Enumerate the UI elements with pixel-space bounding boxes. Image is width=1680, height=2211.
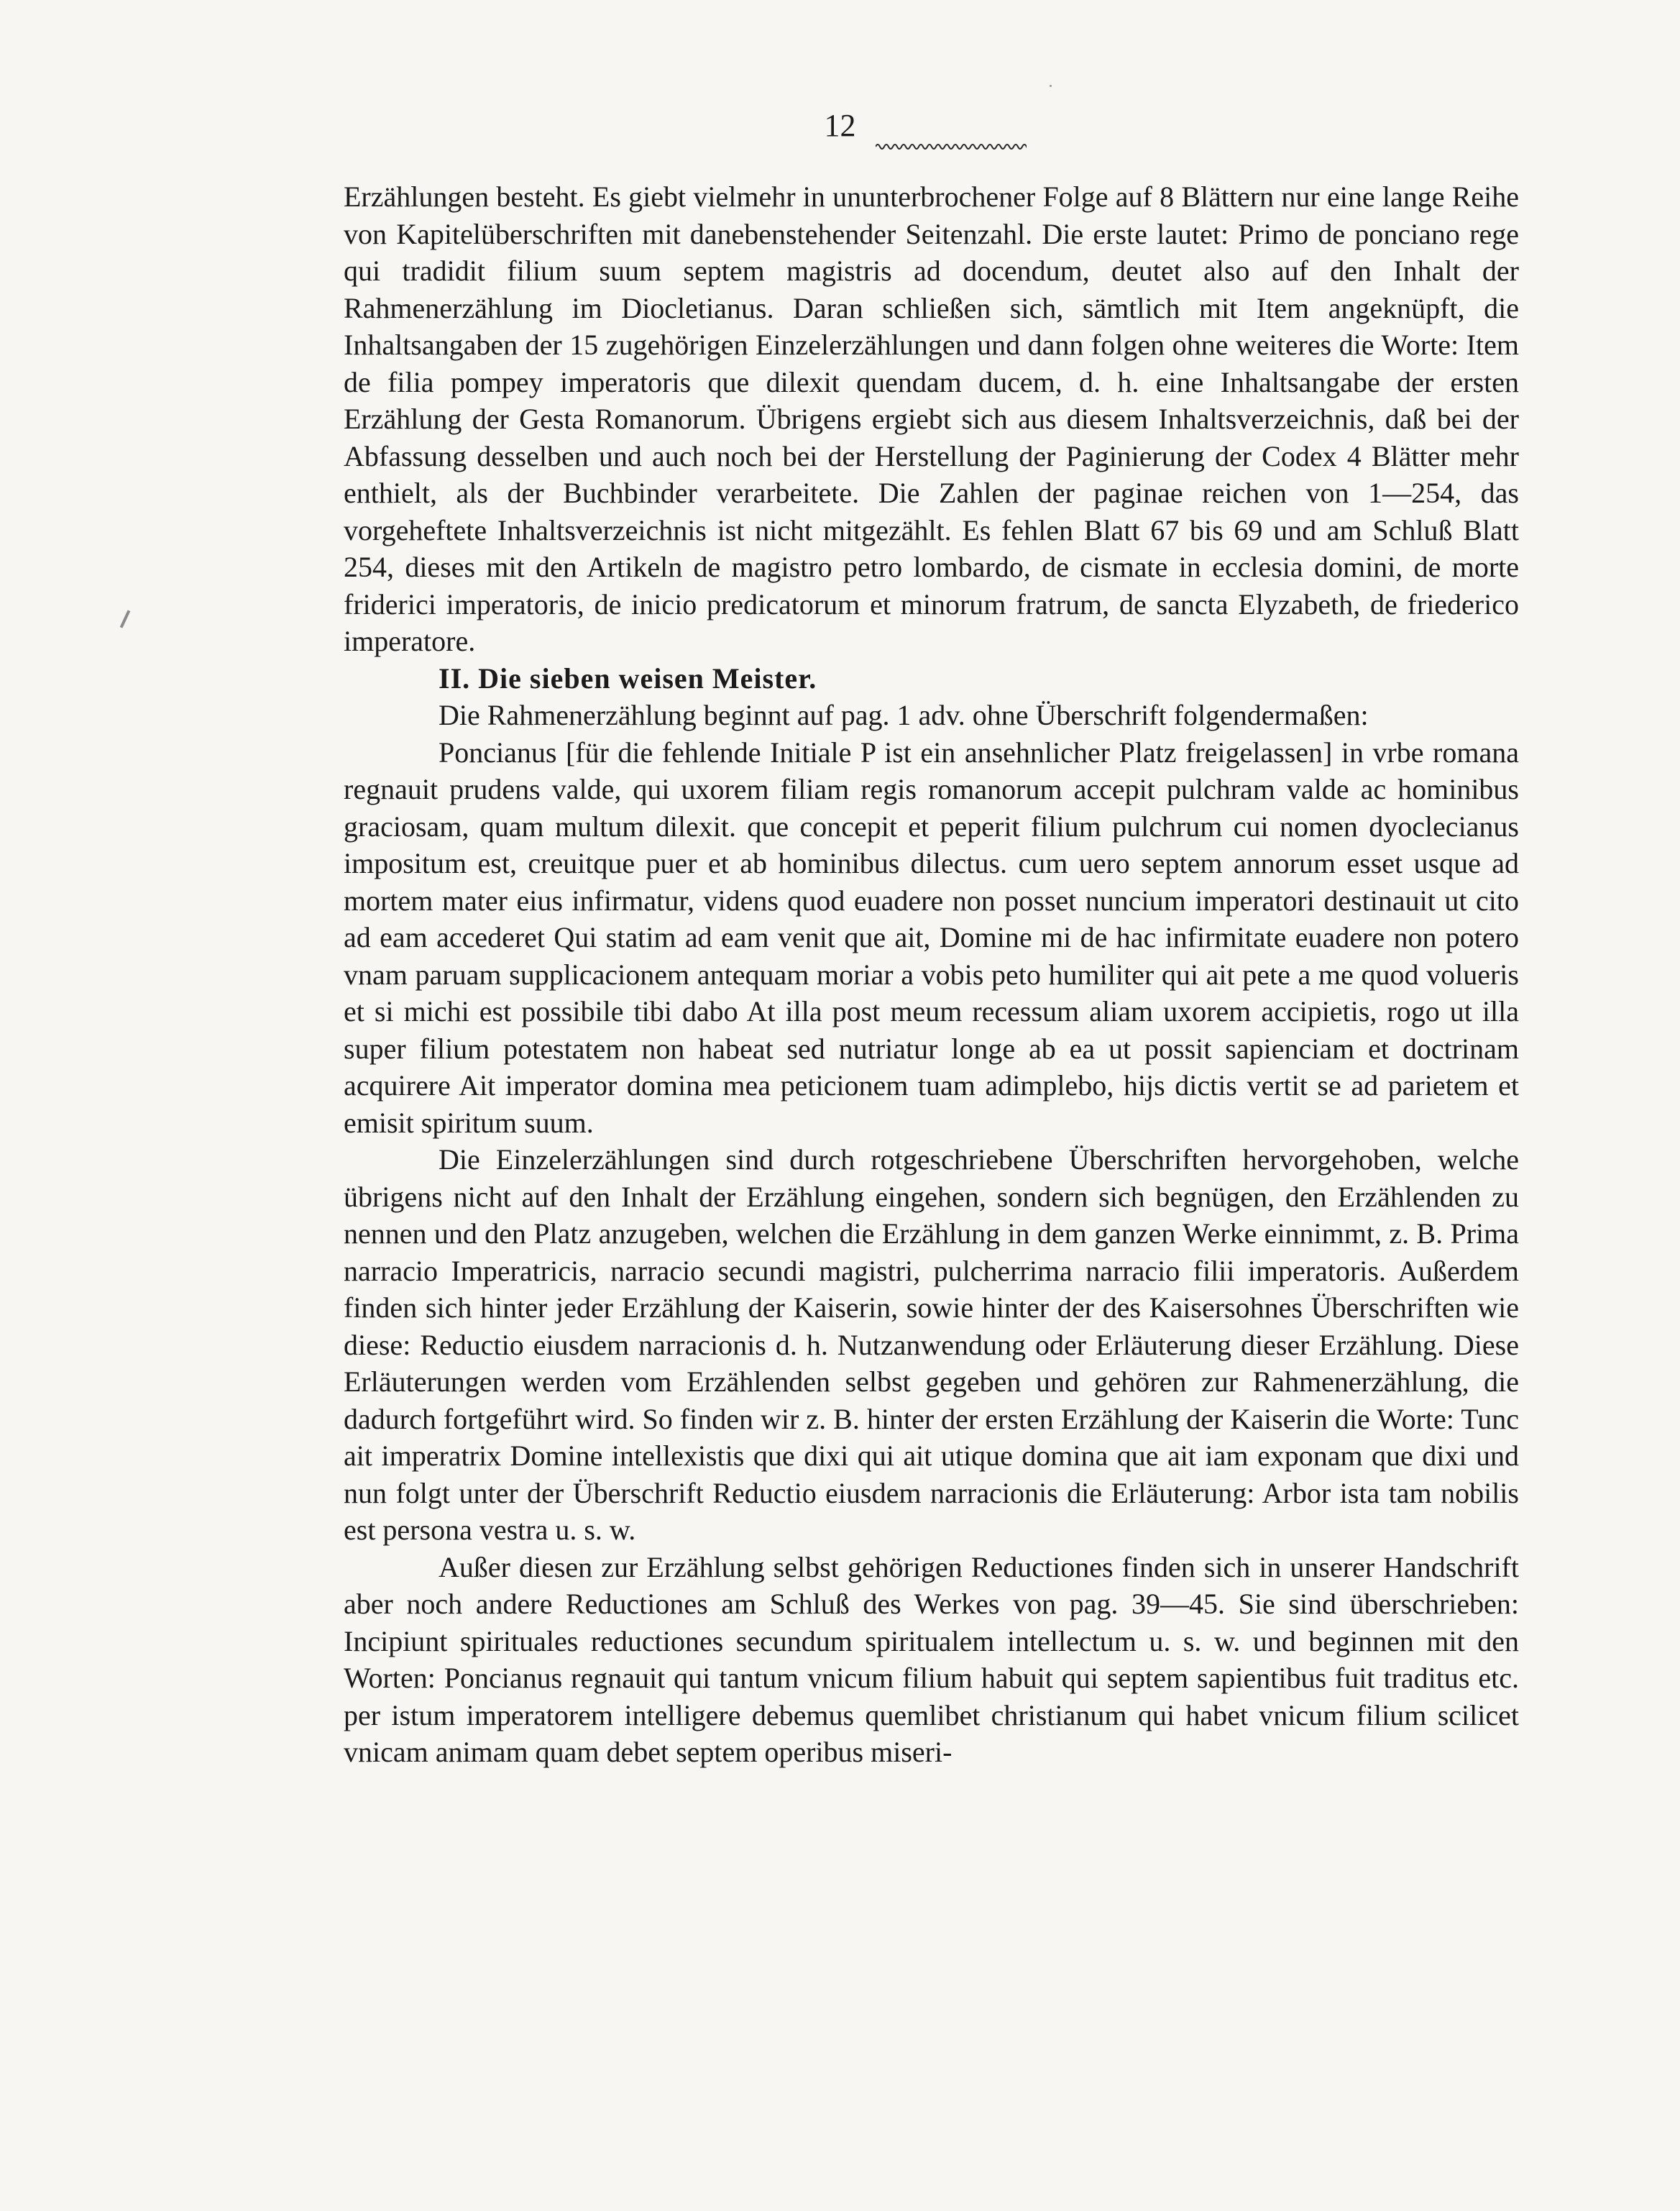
wavy-rule-ornament — [876, 142, 1027, 152]
section-heading: II. Die sieben weisen Meister. — [439, 662, 817, 695]
scan-speck — [1050, 85, 1052, 87]
margin-mark — [120, 610, 131, 628]
page-number: 12 — [824, 108, 856, 143]
paragraph-individual-tales: Die Einzelerzählungen sind durch rotgeschriebene Überschriften hervorgehoben, welche übrigens nicht auf den Inhalt der Erzählung eingehen, sondern sich begnügen, den Erzählenden zu nennen und den Platz anzugeben, welchen die Erzählung in dem ganzen Werke einnimmt, z. B. Prima narracio Imperatricis, narracio secundi magistri, pulcherrima narracio filii imperatoris. Außerdem finden sich hinter jeder Erzählung der Kaiserin, sowie hinter der des Kaisersohnes Überschriften wie diese: Reductio eiusdem narracionis d. h. Nutzanwendung oder Erläuterung dieser Erzählung. Diese Erläuterungen werden vom Erzählenden selbst gegeben und gehören zur Rahmenerzählung, die dadurch fortgeführt wird. So finden wir z. B. hinter der ersten Erzählung der Kaiserin die Worte: Tunc ait imperatrix Domine intellexistis que dixi qui ait utique domina que ait iam exponam que dixi und nun folgt unter der Überschrift Reductio eiusdem narracionis die Erläuterung: Arbor ista tam nobilis est persona vestra u. s. w. — [344, 1143, 1519, 1546]
page-body — [344, 178, 1519, 1771]
paragraph-reductiones: Außer diesen zur Erzählung selbst gehörigen Reductiones finden sich in unserer Handschrift aber noch andere Reductiones am Schluß des Werkes von pag. 39—45. Sie sind überschrieben: Incipiunt spirituales reductiones secundum spiritualem intellectum u. s. w. und beginnen mit den Worten: Poncianus regnauit qui tantum vnicum filium habuit qui septem sapientibus fuit traditus etc. per istum imperatorem intelligere debemus quemlibet christianum qui habet vnicum filium scilicet vnicam animam quam debet septem operibus miseri- — [344, 1550, 1519, 1768]
paragraph-frame-narrative-intro: Die Rahmenerzählung beginnt auf pag. 1 adv. ohne Überschrift folgendermaßen: — [439, 699, 1369, 731]
paragraph-manuscript-description: Erzählungen besteht. Es giebt vielmehr in ununterbrochener Folge auf 8 Blättern nur eine lange Reihe von Kapitelüberschriften mit danebenstehender Seitenzahl. Die erste lautet: Primo de ponciano rege qui tradidit filium suum septem magistris ad docendum, deutet also auf den Inhalt der Rahmenerzählung im Diocletianus. Daran schließen sich, sämtlich mit Item angeknüpft, die Inhaltsangaben der 15 zugehörigen Einzelerzählungen und dann folgen ohne weiteres die Worte: Item de filia pompey imperatoris que dilexit quendam ducem, d. h. eine Inhaltsangabe der ersten Erzählung der Gesta Romanorum. Übrigens ergiebt sich aus diesem Inhaltsverzeichnis, daß bei der Abfassung desselben und auch noch bei der Herstellung der Paginierung der Codex 4 Blätter mehr enthielt, als der Buchbinder verarbeitete. Die Zahlen der paginae reichen von 1—254, das vorgeheftete Inhaltsverzeichnis ist nicht mitgezählt. Es fehlen Blatt 67 bis 69 und am Schluß Blatt 254, dieses mit den Artikeln de magistro petro lombardo, de cismate in ecclesia domini, de morte friderici imperatoris, de inicio predicatorum et minorum fratrum, de sancta Elyzabeth, de friederico imperatore. — [344, 180, 1519, 657]
paragraph-latin-quotation: Poncianus [für die fehlende Initiale P ist ein ansehnlicher Platz freigelassen] in vrbe romana regnauit prudens valde, qui uxorem filiam regis romanorum accepit pulchram valde ac hominibus graciosam, quam multum dilexit. que concepit et peperit filium pulchrum cui nomen dyoclecianus impositum est, creuitque puer et ab hominibus dilectus. cum uero septem annorum esset usque ad mortem mater eius infirmatur, videns quod euadere non posset nuncium imperatori destinauit ut cito ad eam accederet Qui statim ad eam venit que ait, Domine mi de hac infirmitate euadere non potero vnam paruam supplicacionem antequam moriar a vobis peto humiliter qui ait pete a me quod volueris et si michi est possibile tibi dabo At illa post meum recessum aliam uxorem accipietis, rogo ut illa super filium potestatem non habeat sed nutriatur longe ab ea ut possit sapienciam et doctrinam acquirere Ait imperator domina mea peticionem tuam adimplebo, hijs dictis vertit se ad parietem et emisit spiritum suum. — [344, 736, 1519, 1139]
